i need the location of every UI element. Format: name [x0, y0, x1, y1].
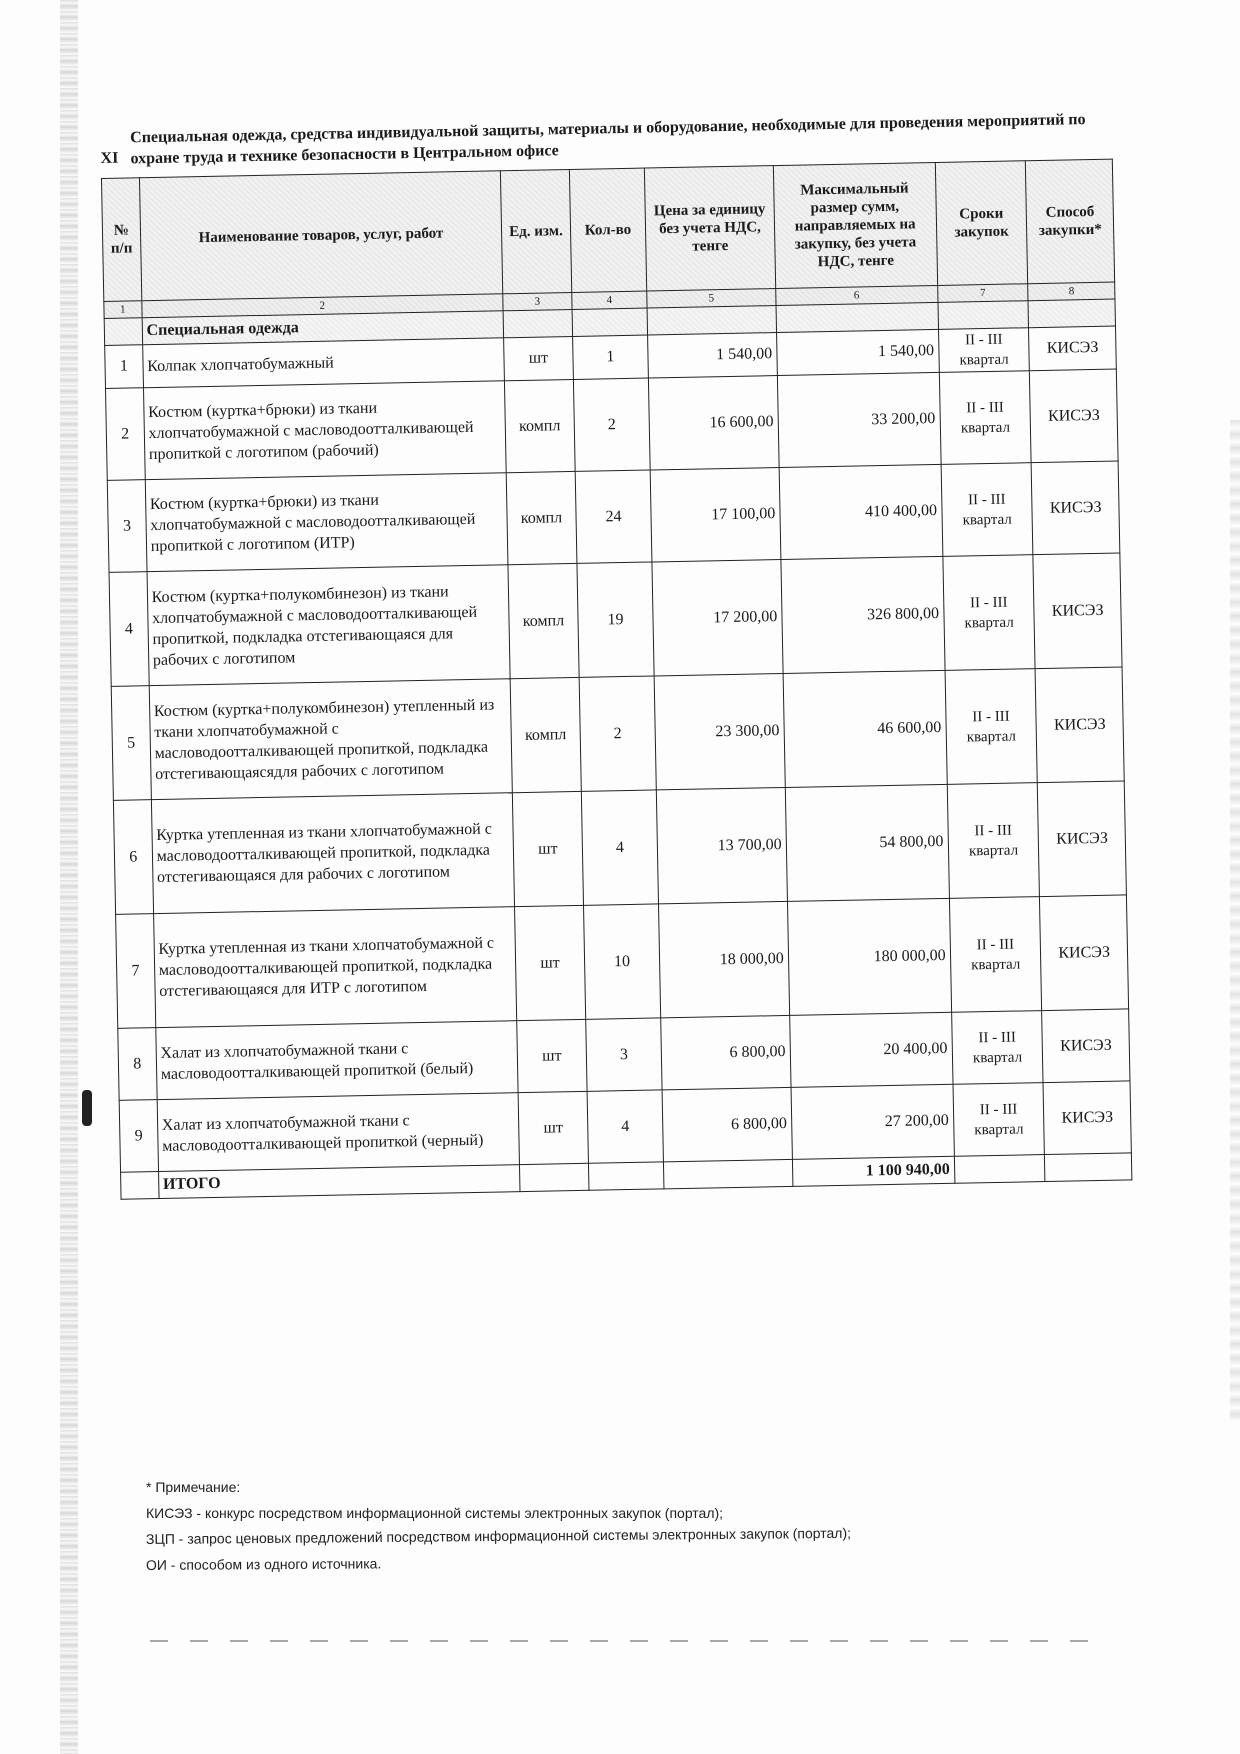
column-number: 4 — [572, 291, 648, 309]
item-sum: 46 600,00 — [783, 670, 947, 787]
item-method: КИСЭЗ — [1038, 781, 1127, 897]
item-name: Колпак хлопчатобумажный — [142, 338, 504, 388]
header-cell: № п/п — [101, 178, 141, 302]
row-number: 1 — [105, 345, 144, 389]
column-number: 5 — [647, 289, 776, 308]
item-term: II - III квартал — [942, 555, 1035, 671]
item-sum: 20 400,00 — [789, 1012, 952, 1087]
item-sum: 180 000,00 — [787, 898, 951, 1015]
header-cell: Максимальный размер сумм, направляемых на закупку, без учета НДС, тенге — [773, 162, 937, 288]
column-number: 8 — [1028, 282, 1115, 301]
row-number: 5 — [111, 686, 151, 801]
item-method: КИСЭЗ — [1036, 667, 1125, 783]
item-method: КИСЭЗ — [1032, 461, 1120, 555]
row-number: 9 — [119, 1100, 158, 1173]
item-unit: компл — [508, 563, 579, 678]
item-method: КИСЭЗ — [1043, 1081, 1131, 1155]
item-name: Костюм (куртка+брюки) из ткани хлопчатобумажной с масловодоотталкивающей пропиткой с логотипом (ИТР) — [145, 473, 508, 572]
item-sum: 33 200,00 — [777, 372, 941, 467]
scan-edge-right — [1230, 420, 1240, 1420]
item-method: КИСЭЗ — [1042, 1009, 1130, 1083]
item-term: II - III квартал — [938, 328, 1030, 373]
item-quantity: 1 — [572, 335, 648, 379]
item-method: КИСЭЗ — [1040, 895, 1129, 1011]
total-label: ИТОГО — [158, 1165, 520, 1199]
item-name: Костюм (куртка+полукомбинезон) утепленный из ткани хлопчатобумажной с масловодоотталкивающей пропиткой, подкладка отстегивающаясядля рабочих с логотипом — [149, 679, 512, 800]
footnote-line: ЗЦП - запрос ценовых предложений посредством информационной системы электронных закупок (портал); — [145, 1524, 852, 1547]
item-unit: компл — [504, 379, 574, 472]
item-quantity: 19 — [577, 562, 655, 677]
table-row — [113, 781, 1126, 914]
column-number: 2 — [142, 294, 504, 318]
item-price: 6 800,00 — [661, 1015, 791, 1089]
item-unit: шт — [512, 791, 583, 906]
row-number: 2 — [106, 388, 145, 481]
footnote-line: ОИ - способом из одного источника. — [145, 1555, 382, 1573]
item-term: II - III квартал — [947, 783, 1040, 899]
item-unit: шт — [518, 1091, 588, 1164]
item-unit: компл — [510, 677, 581, 792]
column-number: 7 — [937, 284, 1028, 303]
item-method: КИСЭЗ — [1029, 326, 1116, 371]
item-quantity: 2 — [579, 676, 657, 791]
header-cell: Кол-во — [569, 168, 647, 292]
header-cell: Наименование товаров, услуг, работ — [139, 171, 503, 301]
item-price: 16 600,00 — [649, 376, 779, 470]
item-unit: шт — [504, 336, 574, 380]
item-sum: 27 200,00 — [791, 1084, 954, 1159]
header-cell: Ед. изм. — [500, 170, 571, 294]
item-name: Костюм (куртка+полукомбинезон) из ткани хлопчатобумажной с масловодоотталкивающей пропиткой, подкладка отстегивающаяся для рабочих с логотипом — [147, 565, 510, 686]
item-price: 17 100,00 — [650, 468, 780, 562]
item-unit: шт — [515, 905, 586, 1020]
scan-dashes — [150, 1640, 1110, 1642]
header-cell: Сроки закупок — [935, 161, 1028, 286]
item-term: II - III квартал — [949, 897, 1042, 1013]
row-number: 4 — [109, 572, 149, 687]
table-header-row — [101, 159, 1114, 301]
section-row-empty — [104, 318, 142, 346]
column-number: 3 — [503, 292, 572, 310]
table-row — [111, 667, 1124, 800]
item-term: II - III квартал — [951, 1011, 1043, 1085]
item-price: 17 200,00 — [652, 560, 783, 676]
item-sum: 1 540,00 — [776, 329, 939, 375]
item-price: 1 540,00 — [648, 333, 777, 378]
row-number: 7 — [116, 914, 156, 1029]
item-term: II - III квартал — [941, 463, 1034, 557]
item-name: Куртка утепленная из ткани хлопчатобумажной с масловодоотталкивающей пропиткой, подкладка отстегивающаяся для рабочих с логотипом — [151, 793, 514, 914]
row-number: 6 — [113, 800, 153, 915]
item-quantity: 10 — [583, 904, 661, 1019]
scan-blot — [82, 1090, 92, 1126]
section-label: Специальная одежда — [142, 311, 504, 345]
item-price: 13 700,00 — [656, 787, 787, 903]
total-sum: 1 100 940,00 — [792, 1156, 954, 1186]
item-term: II - III квартал — [945, 669, 1038, 785]
item-quantity: 2 — [573, 378, 650, 471]
table-row — [109, 553, 1122, 686]
item-method: КИСЭЗ — [1033, 553, 1122, 669]
section-title: Специальная одежда, средства индивидуальной защиты, материалы и оборудование, необходимые для проведения мероприятий по охране труда и технике безопасности в Центральном офисе — [130, 111, 1086, 168]
footnote-line: КИСЭЗ - конкурс посредством информационной системы электронных закупок (портал); — [146, 1505, 724, 1521]
footnote-title: * Примечание: — [146, 1479, 241, 1495]
item-method: КИСЭЗ — [1030, 369, 1118, 463]
item-sum: 410 400,00 — [779, 464, 943, 559]
section-number: XI — [100, 149, 119, 167]
item-term: II - III квартал — [953, 1083, 1045, 1157]
item-term: II - III квартал — [939, 371, 1032, 465]
scan-edge-left — [60, 0, 78, 1754]
item-quantity: 3 — [585, 1018, 662, 1091]
header-cell: Цена за единицу без учета НДС, тенге — [645, 166, 776, 291]
row-number: 8 — [118, 1028, 157, 1101]
item-quantity: 24 — [575, 470, 652, 563]
item-name: Куртка утепленная из ткани хлопчатобумажной с масловодоотталкивающей пропиткой, подкладка отстегивающаяся для ИТР с логотипом — [153, 907, 516, 1028]
item-name: Костюм (куртка+брюки) из ткани хлопчатобумажной с масловодоотталкивающей пропиткой с логотипом (рабочий) — [143, 381, 506, 480]
item-price: 6 800,00 — [662, 1087, 792, 1161]
document-content — [100, 108, 1144, 1199]
item-name: Халат из хлопчатобумажной ткани с масловодоотталкивающей пропиткой (черный) — [157, 1093, 520, 1172]
item-price: 23 300,00 — [654, 673, 785, 789]
footnote — [146, 1474, 851, 1578]
header-cell: Способ закупки* — [1026, 159, 1115, 284]
row-number: 3 — [107, 480, 146, 573]
item-sum: 326 800,00 — [781, 556, 945, 673]
item-price: 18 000,00 — [659, 901, 790, 1017]
item-quantity: 4 — [581, 790, 659, 905]
item-unit: шт — [517, 1019, 587, 1092]
item-sum: 54 800,00 — [785, 784, 949, 901]
column-number: 1 — [104, 301, 142, 319]
table-row — [116, 895, 1129, 1028]
column-number: 6 — [775, 285, 937, 305]
goods-table — [101, 159, 1132, 1200]
item-name: Халат из хлопчатобумажной ткани с масловодоотталкивающей пропиткой (белый) — [155, 1021, 518, 1100]
item-quantity: 4 — [587, 1090, 664, 1163]
item-unit: компл — [506, 471, 576, 564]
